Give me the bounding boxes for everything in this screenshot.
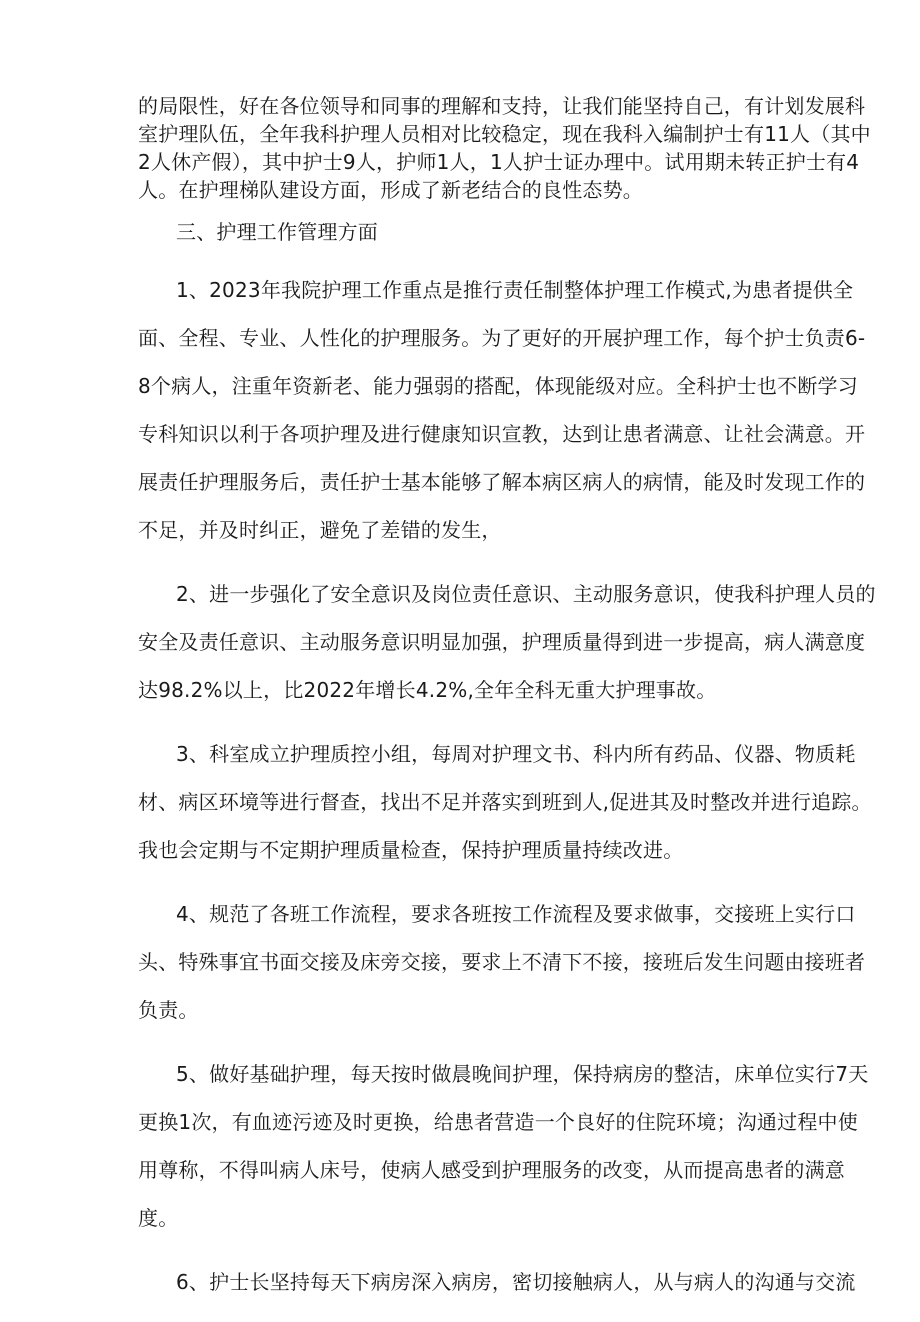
- list-item-1: 1、2023年我院护理工作重点是推行责任制整体护理工作模式,为患者提供全面、全程、专业、人性化的护理服务。为了更好的开展护理工作，每个护士负责6-8个病人，注重年资新老、能力强弱的搭配，体现能级对应。全科护士也不断学习专科知识以利于各项护理及进行健康知识宣教，达到让患者满意、让社会满意。开展责任护理服务后，责任护士基本能够了解本病区病人的病情，能及时发现工作的不足，并及时纠正，避免了差错的发生，: [138, 278, 866, 542]
- document-body: [138, 92, 878, 1322]
- list-item-3: 3、科室成立护理质控小组，每周对护理文书、科内所有药品、仪器、物质耗材、病区环境等进行督查，找出不足并落实到班到人,促进其及时整改并进行追踪。我也会定期与不定期护理质量检查，保持护理质量持续改进。: [138, 742, 872, 862]
- section-heading: 三、护理工作管理方面: [176, 220, 378, 244]
- intro-paragraph: 的局限性，好在各位领导和同事的理解和支持，让我们能坚持自己，有计划发展科室护理队伍，全年我科护理人员相对比较稳定，现在我科入编制护士有11人（其中2人休产假），其中护士9人，护师1人，1人护士证办理中。试用期未转正护士有4人。在护理梯队建设方面，形成了新老结合的良性态势。: [138, 94, 871, 202]
- list-item-2: 2、进一步强化了安全意识及岗位责任意识、主动服务意识，使我科护理人员的安全及责任意识、主动服务意识明显加强，护理质量得到进一步提高，病人满意度达98.2%以上，比2022年增长4.2%,全年全科无重大护理事故。: [138, 582, 876, 702]
- list-item-4: 4、规范了各班工作流程，要求各班按工作流程及要求做事，交接班上实行口头、特殊事宜书面交接及床旁交接，要求上不清下不接，接班后发生问题由接班者负责。: [138, 902, 866, 1022]
- list-item-6: 6、护士长坚持每天下病房深入病房，密切接触病人，从与病人的沟通与交流: [176, 1270, 856, 1294]
- list-item-5: 5、做好基础护理，每天按时做晨晚间护理，保持病房的整洁，床单位实行7天更换1次，有血迹污迹及时更换，给患者营造一个良好的住院环境；沟通过程中使用尊称，不得叫病人床号，使病人感受到护理服务的改变，从而提高患者的满意度。: [138, 1062, 869, 1230]
